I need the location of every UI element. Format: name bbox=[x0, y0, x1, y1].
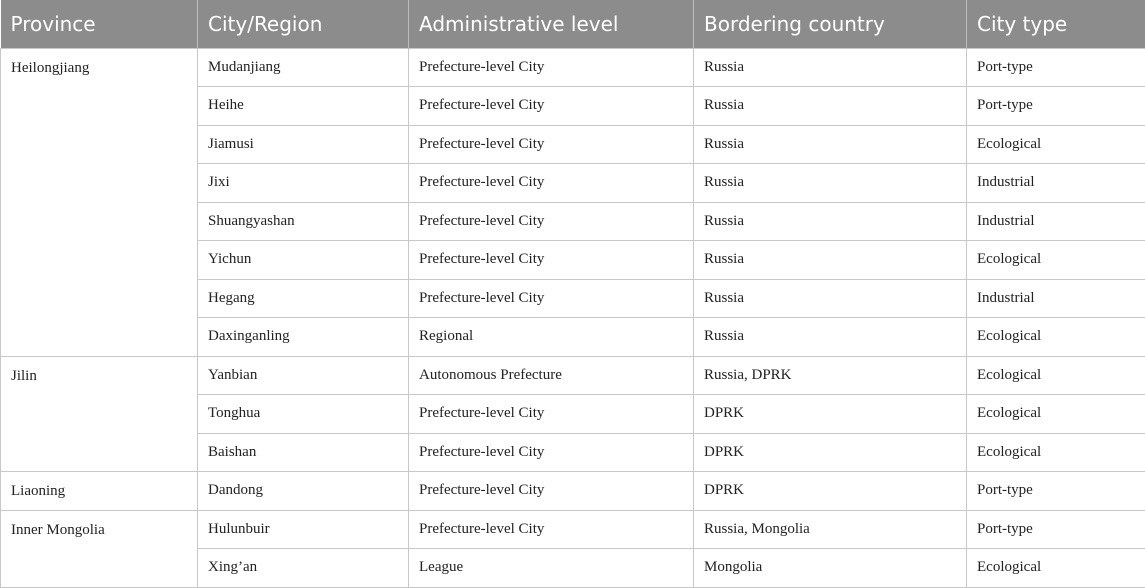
cell-city-type: Port-type bbox=[967, 472, 1145, 511]
cell-city-type: Ecological bbox=[967, 549, 1145, 588]
cell-city-region: Hegang bbox=[198, 279, 409, 318]
cell-city-type: Industrial bbox=[967, 202, 1145, 241]
cell-administrative-level: Prefecture-level City bbox=[409, 202, 694, 241]
cell-bordering-country: Russia bbox=[694, 202, 967, 241]
cell-bordering-country: DPRK bbox=[694, 395, 967, 434]
cell-city-type: Ecological bbox=[967, 318, 1145, 357]
cell-bordering-country: Russia, DPRK bbox=[694, 356, 967, 395]
cell-administrative-level: Prefecture-level City bbox=[409, 164, 694, 203]
cell-city-region: Yanbian bbox=[198, 356, 409, 395]
cell-city-region: Dandong bbox=[198, 472, 409, 511]
header-city-type: City type bbox=[967, 0, 1145, 48]
cell-city-type: Port-type bbox=[967, 87, 1145, 126]
cell-administrative-level: Regional bbox=[409, 318, 694, 357]
cell-administrative-level: Prefecture-level City bbox=[409, 395, 694, 434]
cell-city-type: Industrial bbox=[967, 164, 1145, 203]
cell-administrative-level: Prefecture-level City bbox=[409, 241, 694, 280]
header-bordering-country: Bordering country bbox=[694, 0, 967, 48]
cell-city-region: Mudanjiang bbox=[198, 48, 409, 87]
table-row bbox=[1, 472, 1145, 511]
cell-city-type: Industrial bbox=[967, 279, 1145, 318]
cell-bordering-country: Russia bbox=[694, 279, 967, 318]
cell-administrative-level: Prefecture-level City bbox=[409, 433, 694, 472]
cell-administrative-level: Prefecture-level City bbox=[409, 472, 694, 511]
cell-administrative-level: League bbox=[409, 549, 694, 588]
cell-administrative-level: Autonomous Prefecture bbox=[409, 356, 694, 395]
cell-bordering-country: Russia bbox=[694, 48, 967, 87]
cell-bordering-country: Mongolia bbox=[694, 549, 967, 588]
cell-administrative-level: Prefecture-level City bbox=[409, 279, 694, 318]
cell-bordering-country: Russia bbox=[694, 164, 967, 203]
table-row bbox=[1, 510, 1145, 549]
cell-city-region: Xing’an bbox=[198, 549, 409, 588]
header-city-region: City/Region bbox=[198, 0, 409, 48]
header-row bbox=[1, 0, 1145, 48]
cell-bordering-country: Russia bbox=[694, 241, 967, 280]
cell-province: Jilin bbox=[1, 356, 198, 472]
cell-administrative-level: Prefecture-level City bbox=[409, 510, 694, 549]
cell-city-region: Hulunbuir bbox=[198, 510, 409, 549]
header-province: Province bbox=[1, 0, 198, 48]
cell-city-type: Ecological bbox=[967, 241, 1145, 280]
cell-city-region: Tonghua bbox=[198, 395, 409, 434]
cell-city-region: Jiamusi bbox=[198, 125, 409, 164]
cell-city-region: Daxinganling bbox=[198, 318, 409, 357]
cell-administrative-level: Prefecture-level City bbox=[409, 87, 694, 126]
cell-province: Inner Mongolia bbox=[1, 510, 198, 587]
cell-city-type: Ecological bbox=[967, 395, 1145, 434]
cell-province: Heilongjiang bbox=[1, 48, 198, 356]
cell-bordering-country: Russia bbox=[694, 87, 967, 126]
cell-bordering-country: DPRK bbox=[694, 472, 967, 511]
table-row bbox=[1, 356, 1145, 395]
cell-city-type: Ecological bbox=[967, 356, 1145, 395]
table-row bbox=[1, 48, 1145, 87]
cell-bordering-country: DPRK bbox=[694, 433, 967, 472]
cell-bordering-country: Russia bbox=[694, 125, 967, 164]
cell-administrative-level: Prefecture-level City bbox=[409, 48, 694, 87]
cell-city-type: Ecological bbox=[967, 125, 1145, 164]
cell-administrative-level: Prefecture-level City bbox=[409, 125, 694, 164]
cell-city-region: Shuangyashan bbox=[198, 202, 409, 241]
cell-province: Liaoning bbox=[1, 472, 198, 511]
cell-bordering-country: Russia, Mongolia bbox=[694, 510, 967, 549]
cell-city-region: Heihe bbox=[198, 87, 409, 126]
cell-city-region: Baishan bbox=[198, 433, 409, 472]
cell-city-type: Ecological bbox=[967, 433, 1145, 472]
table-body bbox=[1, 48, 1145, 587]
cell-city-type: Port-type bbox=[967, 48, 1145, 87]
cell-city-region: Jixi bbox=[198, 164, 409, 203]
header-administrative-level: Administrative level bbox=[409, 0, 694, 48]
cell-city-type: Port-type bbox=[967, 510, 1145, 549]
cell-city-region: Yichun bbox=[198, 241, 409, 280]
cell-bordering-country: Russia bbox=[694, 318, 967, 357]
